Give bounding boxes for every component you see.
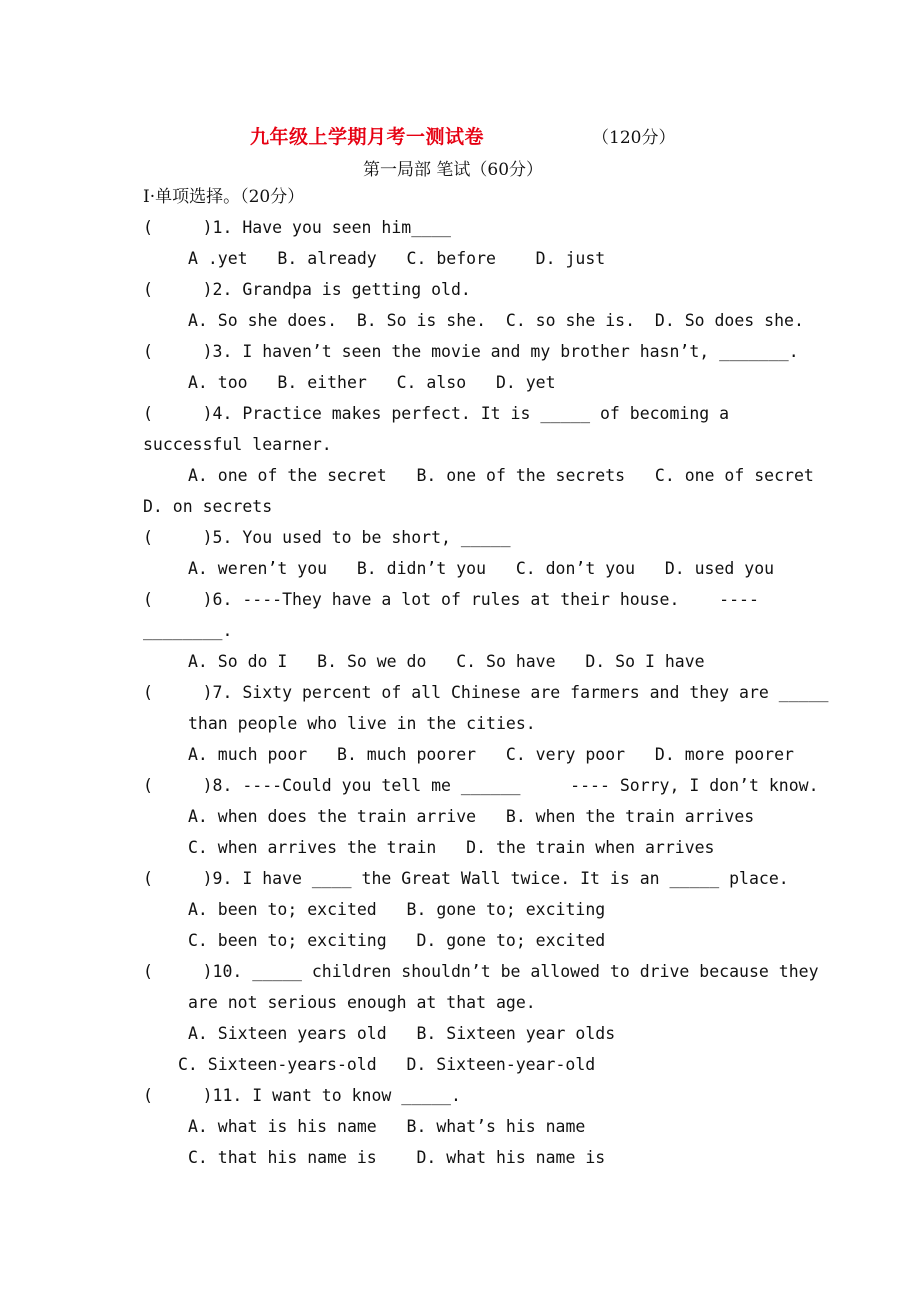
question-6-continued: ________.	[143, 621, 233, 640]
question-8: ( )8. ----Could you tell me ______ ---- Sorry, I don’t know.	[143, 776, 819, 795]
question-2: ( )2. Grandpa is getting old.	[143, 280, 471, 299]
question-7: ( )7. Sixty percent of all Chinese are farmers and they are _____	[143, 683, 829, 702]
section-heading: Ⅰ·单项选择。（20分）	[143, 187, 305, 207]
total-score: （120分）	[592, 128, 676, 148]
question-11: ( )11. I want to know _____.	[143, 1086, 461, 1105]
question-8-options-cd: C. when arrives the train D. the train when arrives	[188, 838, 715, 857]
part-subtitle: 第一局部 笔试（60分）	[363, 160, 544, 180]
question-10-options-cd: C. Sixteen-years-old D. Sixteen-year-old	[178, 1055, 596, 1074]
question-4-options-continued: D. on secrets	[143, 497, 273, 516]
question-2-options: A. So she does. B. So is she. C. so she is. D. So does she.	[188, 311, 804, 330]
question-7-continued: than people who live in the cities.	[188, 714, 536, 733]
question-9-options-cd: C. been to; exciting D. gone to; excited	[188, 931, 606, 950]
question-3: ( )3. I haven’t seen the movie and my brother hasn’t, _______.	[143, 342, 799, 361]
question-1: ( )1. Have you seen him____	[143, 218, 451, 237]
question-11-options-cd: C. that his name is D. what his name is	[188, 1148, 606, 1167]
question-6-options: A. So do I B. So we do C. So have D. So I have	[188, 652, 705, 671]
question-8-options-ab: A. when does the train arrive B. when the train arrives	[188, 807, 755, 826]
question-5-options: A. weren’t you B. didn’t you C. don’t you D. used you	[188, 559, 775, 578]
question-9-options-ab: A. been to; excited B. gone to; exciting	[188, 900, 606, 919]
exam-title: 九年级上学期月考一测试卷	[250, 126, 485, 148]
question-6: ( )6. ----They have a lot of rules at their house. ----	[143, 590, 759, 609]
question-9: ( )9. I have ____ the Great Wall twice. It is an _____ place.	[143, 869, 789, 888]
question-3-options: A. too B. either C. also D. yet	[188, 373, 556, 392]
question-1-options: A .yet B. already C. before D. just	[188, 249, 606, 268]
question-10-options-ab: A. Sixteen years old B. Sixteen year olds	[188, 1024, 616, 1043]
question-10-continued: are not serious enough at that age.	[188, 993, 536, 1012]
question-4-options: A. one of the secret B. one of the secrets C. one of secret	[188, 466, 814, 485]
question-4: ( )4. Practice makes perfect. It is _____ of becoming a	[143, 404, 730, 423]
question-11-options-ab: A. what is his name B. what’s his name	[188, 1117, 586, 1136]
question-7-options: A. much poor B. much poorer C. very poor D. more poorer	[188, 745, 794, 764]
question-4-continued: successful learner.	[143, 435, 332, 454]
question-10: ( )10. _____ children shouldn’t be allowed to drive because they	[143, 962, 819, 981]
question-5: ( )5. You used to be short, _____	[143, 528, 511, 547]
title-row	[0, 122, 920, 148]
